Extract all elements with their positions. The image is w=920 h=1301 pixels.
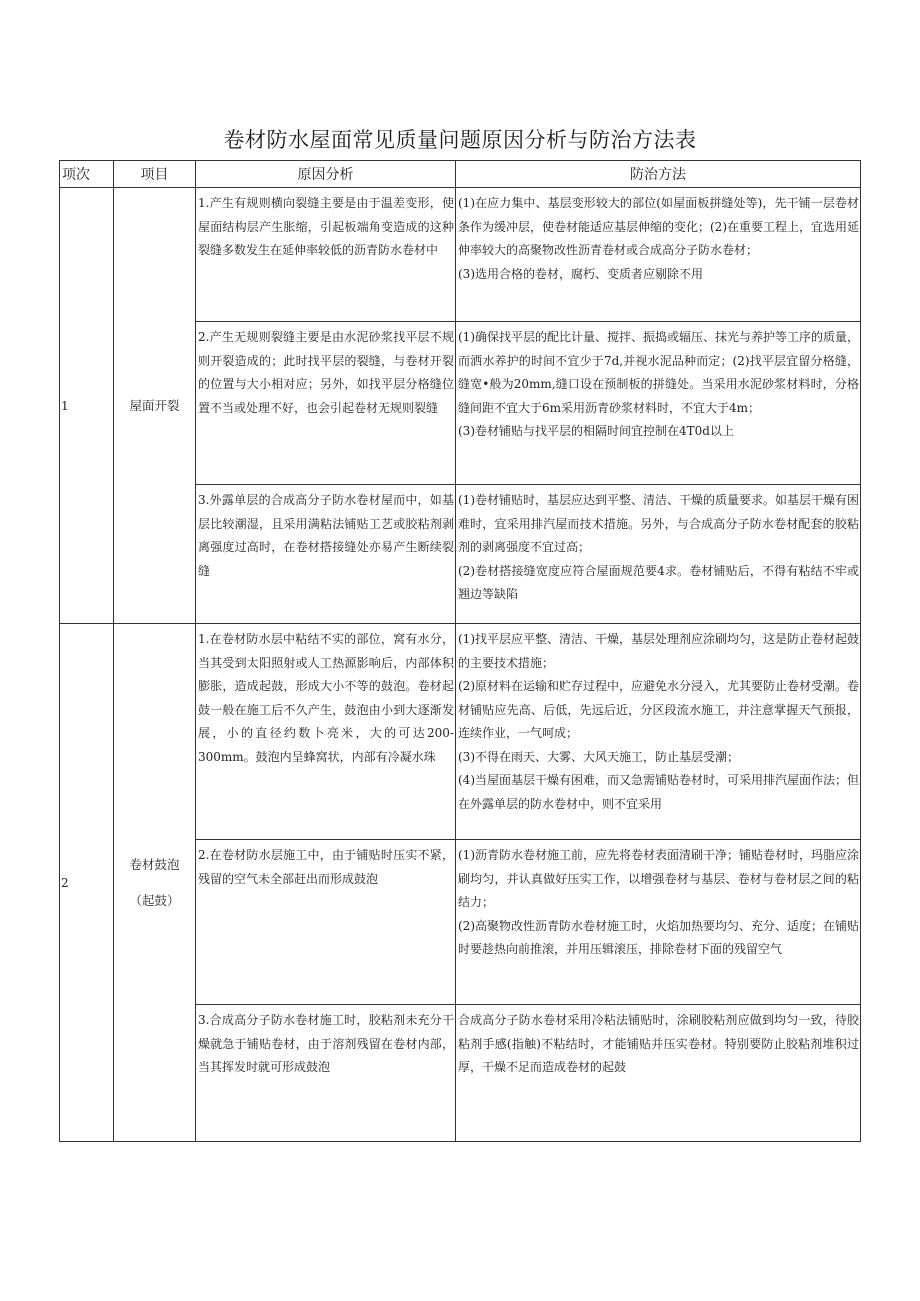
remedy-line: (1)确保找平层的配比计量、搅拌、振捣或辐压、抹光与养护等工序的质量，而洒水养护的时间不宜少于7d,并视水泥品种而定；(2)找平层宜留分格缝，缝宽•般为20mm,缝口设在预制板的拼缝处。当采用水泥砂浆材料时，分格缝间距不宜大于6m采用沥青砂浆材料时，不宜大于4m； bbox=[458, 330, 860, 415]
header-item: 项目 bbox=[114, 161, 196, 188]
remedy-line: (3)卷材铺贴与找平层的相隔时间宜控制在4T0d以上 bbox=[458, 424, 734, 438]
group-item-label: 屋面开裂 bbox=[129, 397, 180, 413]
remedy-line: (2)高聚物改性沥青防水卷材施工时，火焰加热要均匀、充分、适度；在铺贴时要趁热向前推滚，并用压辑滚压，排除卷材下面的残留空气 bbox=[458, 918, 860, 956]
remedy-line: (1)在应力集中、基层变形较大的部位(如屋面板拼缝处等)，先干铺一层卷材条作为缓冲层，使卷材能适应基层伸缩的变化；(2)在重要工程上，宜选用延伸率较大的高聚物改性沥青卷材或合成高分子防水卷材； bbox=[458, 196, 860, 257]
remedy-line: (4)当屋面基层干燥有困难，而又急需铺贴卷材时，可采用排汽屋面作法；但在外露单层的防水卷材中，则不宜采用 bbox=[458, 773, 860, 811]
document-title: 卷材防水屋面常见质量问题原因分析与防治方法表 bbox=[223, 128, 697, 152]
group-item bbox=[114, 188, 196, 624]
cause-cell: 3.合成高分子防水卷材施工时，胶粘剂未充分干燥就急于铺贴卷材，由于溶剂残留在卷材内部，当其挥发时就可形成鼓泡 bbox=[196, 1005, 456, 1142]
group-item-note: （起鼓） bbox=[129, 892, 180, 908]
group-index: 1 bbox=[60, 188, 114, 624]
quality-table bbox=[59, 160, 861, 1142]
remedy-line: (1)找平层应平整、清洁、干燥，基层处理剂应涂刷均匀，这是防止卷材起鼓的主要技术措施； bbox=[458, 632, 860, 670]
remedy-line: (3)不得在雨天、大雾、大风天施工，防止基层受潮； bbox=[458, 749, 740, 764]
cause-cell: 3.外露单层的合成高分子防水卷材屋而中，如基层比较潮湿，且采用满粘法铺贴工艺或胶粘剂剥离强度过高时，在卷材搭接缝处亦易产生断续裂缝 bbox=[196, 485, 456, 624]
remedy-line: (2)卷材搭接缝宽度应符合屋面规范要4求。卷材铺贴后，不得有粘结不牢或翘边等缺陷 bbox=[458, 563, 859, 601]
table-row bbox=[60, 624, 861, 840]
cause-cell: 1.在卷材防水层中粘结不实的部位，窝有水分，当其受到太阳照射或人工热源影响后，内部体积膨胀，造成起鼓，形成大小不等的鼓泡。卷材起鼓一般在施工后不久产生，鼓泡由小到大逐渐发展，小的直径约数卜亮米，大的可达200-300mm。鼓泡内呈蜂窝状，内部有冷凝水珠 bbox=[196, 624, 456, 840]
header-remedy: 防治方法 bbox=[456, 161, 861, 188]
cause-cell: 2.在卷材防水层施工中，由于铺贴时压实不紧，残留的空气未全部赶出而形成鼓泡 bbox=[196, 840, 456, 1005]
group-item-label: 卷材鼓泡 bbox=[129, 856, 180, 872]
remedy-line: (1)沥青防水卷材施工前，应先将卷材表面清刷干净；铺贴卷材时，玛脂应涂刷均匀，并认真做好压实工作，以增强卷材与基层、卷材与卷材层之间的粘结力； bbox=[458, 848, 860, 909]
remedy-line: (1)卷材铺贴时，基层应达到平整、清洁、干燥的质量要求。如基层干燥有困难时，宜采用排汽屋而技术措施。另外，与合成高分子防水卷材配套的胶粘剂的剥离强度不宜过高； bbox=[458, 493, 860, 554]
remedy-cell bbox=[456, 485, 861, 624]
remedy-line: (3)选用合格的卷材，腐朽、变质者应剔除不用 bbox=[458, 266, 703, 281]
header-cause: 原因分析 bbox=[196, 161, 456, 188]
remedy-line: (2)原材料在运输和贮存过程中，应避免水分浸入，尤其要防止卷材受潮。卷材铺贴应先高、后低，先远后近，分区段流水施工，并注意掌握天气预报，连续作业，一气呵成； bbox=[458, 679, 860, 740]
remedy-cell bbox=[456, 624, 861, 840]
remedy-cell bbox=[456, 188, 861, 322]
group-item bbox=[114, 624, 196, 1142]
remedy-cell bbox=[456, 840, 861, 1005]
remedy-cell bbox=[456, 322, 861, 485]
remedy-cell bbox=[456, 1005, 861, 1142]
cause-cell: 2.产生无规则裂缝主要是由水泥砂浆找平层不规则开裂造成的；此时找平层的裂缝，与卷材开裂的位置与大小相对应；另外，如找平层分格缝位置不当或处理不好，也会引起卷材无规则裂缝 bbox=[196, 322, 456, 485]
group-index: 2 bbox=[60, 624, 114, 1142]
table-row bbox=[60, 188, 861, 322]
header-row bbox=[60, 161, 861, 188]
header-index: 项次 bbox=[60, 161, 114, 188]
cause-cell: 1.产生有规则横向裂缝主要是由于温差变形，使屋面结构层产生胀缩，引起板端角变造成的这种裂缝多数发生在延伸率较低的沥青防水卷材中 bbox=[196, 188, 456, 322]
remedy-line: 合成高分子防水卷材采用冷粘法铺贴时，涂刷胶粘剂应做到均匀一致，待胶粘剂手感(指触)不粘结时，才能铺贴并压实卷材。特别要防止胶粘剂堆积过厚，干燥不足而造成卷材的起鼓 bbox=[458, 1013, 859, 1074]
